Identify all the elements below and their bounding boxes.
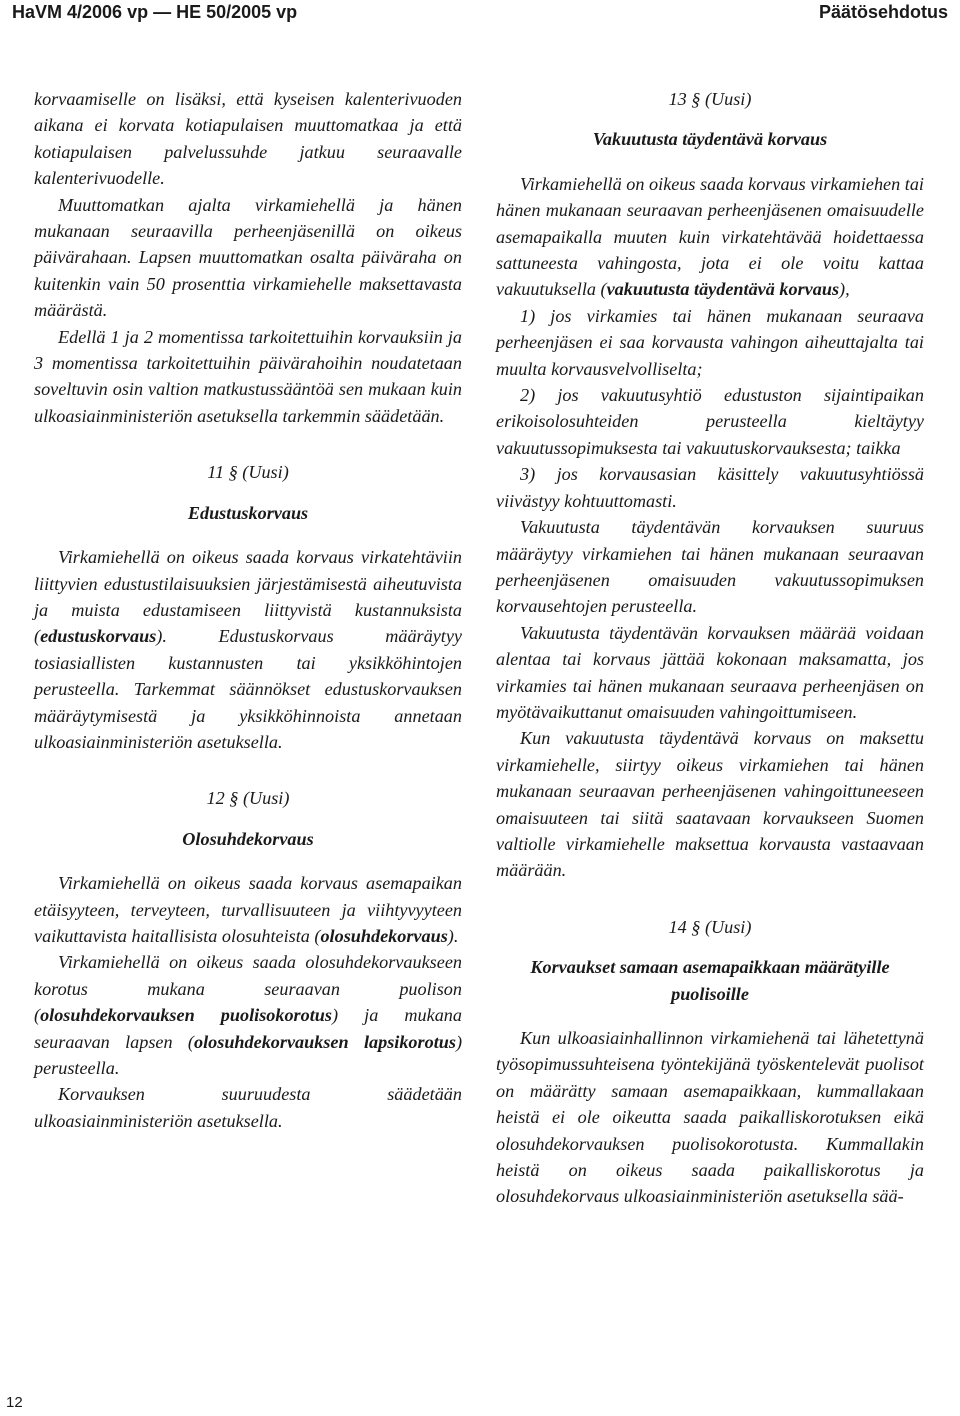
section-number-13: 13 § (Uusi) <box>668 89 752 109</box>
section-title-12: Olosuhdekorvaus <box>182 828 314 849</box>
defined-term: vakuutusta täydentävä korvaus <box>606 279 840 300</box>
section-number-11: 11 § (Uusi) <box>207 462 289 483</box>
left-column <box>34 86 462 1134</box>
section-title-13: Vakuutusta täydentävä korvaus <box>592 129 828 150</box>
page-number: 12 <box>6 1394 23 1411</box>
section-number-14: 14 § (Uusi) <box>668 916 752 937</box>
paragraph: Kun vakuutusta täydentävä korvaus on maksettu virkamiehelle, siirtyy oikeus virkamiehen tai hänen mukanaan seuraavan perheenjäsenen vahingoittuneeseen omaisuuteen tai siitä saatavaan korvaukseen Suomen valtiolle virkamiehelle maksettua korvausta vastaavaan määrään. <box>496 728 924 881</box>
list-item: 2) jos vakuutusyhtiö edustuston sijaintipaikan erikoisolosuhteiden perusteella kieltäytyy vakuutussopimuksesta tai vakuutuskorvauksesta; taikka <box>496 385 924 458</box>
section-title-14: Korvaukset samaan asemapaikkaan määrätyille puolisoille <box>530 957 890 1004</box>
header-document-id: HaVM 4/2006 vp — HE 50/2005 vp <box>12 2 298 22</box>
paragraph: Edellä 1 ja 2 momentissa tarkoitettuihin korvauksiin ja 3 momentissa tarkoitettuihin päivärahoihin noudatetaan soveltuvin osin valtion matkustussääntöä sen mukaan kuin ulkoasiainministeriön asetuksella tarkemmin säädetään. <box>34 326 462 426</box>
paragraph: Kun ulkoasiainhallinnon virkamiehenä tai lähetettynä työsopimussuhteisena työntekijänä työskentelevät puolisot on määrätty samaan asemapaikkaan, kummallakaan heistä ei ole oikeutta saada paikalliskorotuksen eikä olosuhdekorvauksen puolisokorotusta. Kummallakin heistä on oikeus saada paikalliskorotus ja olosuhdekorvaus ulkoasiainministeriön asetuksella sää- <box>496 1028 924 1207</box>
list-item: 3) jos korvausasian käsittely vakuutusyhtiössä viivästyy kohtuuttomasti. <box>496 464 924 511</box>
defined-term: edustuskorvaus <box>40 626 157 647</box>
paragraph: Virkamiehellä on oikeus saada korvaus virkamiehen tai hänen mukanaan seuraavan perheenjäsenen omaisuudelle asemapaikalla muuten kuin virkatehtävää hoidettaessa sattuneesta vahingosta, jota ei ole voitu kattaa vakuutuksella (vakuutusta täydentävä korvaus), <box>496 173 924 300</box>
list-item: 1) jos virkamies tai hänen mukanaan seuraava perheenjäsen ei saa korvausta vahingon aiheuttajalta tai muulta korvausvelvolliselta; <box>496 305 924 379</box>
page-header <box>0 0 960 30</box>
paragraph: Korvauksen suuruudesta säädetään ulkoasiainministeriön asetuksella. <box>34 1084 462 1131</box>
paragraph: korvaamiselle on lisäksi, että kyseisen kalenterivuoden aikana ei korvata kotiapulaisen muuttomatkaa ja että kotiapulaisen palvelussuhde jatkuu seuraavalle kalenterivuodelle. <box>34 89 462 189</box>
paragraph: Muuttomatkan ajalta virkamiehellä ja hänen mukanaan seuraavilla perheenjäsenillä on oikeus päivärahaan. Lapsen muuttomatkan osalta päiväraha on kuitenkin vain 50 prosenttia virkamiehelle maksettavasta määrästä. <box>34 194 462 321</box>
right-column <box>496 86 924 1210</box>
paragraph: Virkamiehellä on oikeus saada korvaus asemapaikan etäisyyteen, terveyteen, turvallisuuteen ja viihtyvyyteen vaikuttavista haitallisista olosuhteista (olosuhdekorvaus). <box>34 873 462 946</box>
paragraph: Vakuutusta täydentävän korvauksen suuruus määräytyy virkamiehen tai hänen mukanaan seuraavan perheenjäsenen omaisuuden vakuutussopimuksen korvausehtojen perusteella. <box>496 517 924 617</box>
header-section-title: Päätösehdotus <box>818 2 948 22</box>
paragraph: Virkamiehellä on oikeus saada korvaus virkatehtäviin liittyvien edustustilaisuuksien järjestämisestä aiheutuvista ja muista edustamiseen liittyvistä kustannuksista (edustuskorvaus). Edustuskorvaus määräytyy tosiasiallisten kustannusten tai yksikköhintojen perusteella. Tarkemmat säännökset edustuskorvauksen määräytymisestä ja yksikköhinnoista annetaan ulkoasiainministeriön asetuksella. <box>34 547 462 752</box>
paragraph: Virkamiehellä on oikeus saada olosuhdekorvaukseen korotus mukana seuraavan puolison (olosuhdekorvauksen puolisokorotus) ja mukana seuraavan lapsen (olosuhdekorvauksen lapsikorotus) perusteella. <box>34 952 462 1078</box>
section-title-11: Edustuskorvaus <box>187 502 309 523</box>
section-number-12: 12 § (Uusi) <box>206 788 290 809</box>
defined-term: olosuhdekorvauksen puolisokorotus <box>40 1005 332 1026</box>
paragraph: Vakuutusta täydentävän korvauksen määrää voidaan alentaa tai korvaus jättää kokonaan maksamatta, jos virkamies tai hänen mukanaan seuraava perheenjäsen on myötävaikuttanut omaisuuden vahingoittumiseen. <box>496 622 924 722</box>
defined-term: olosuhdekorvauksen lapsikorotus <box>194 1031 456 1052</box>
defined-term: olosuhdekorvaus <box>320 925 448 946</box>
